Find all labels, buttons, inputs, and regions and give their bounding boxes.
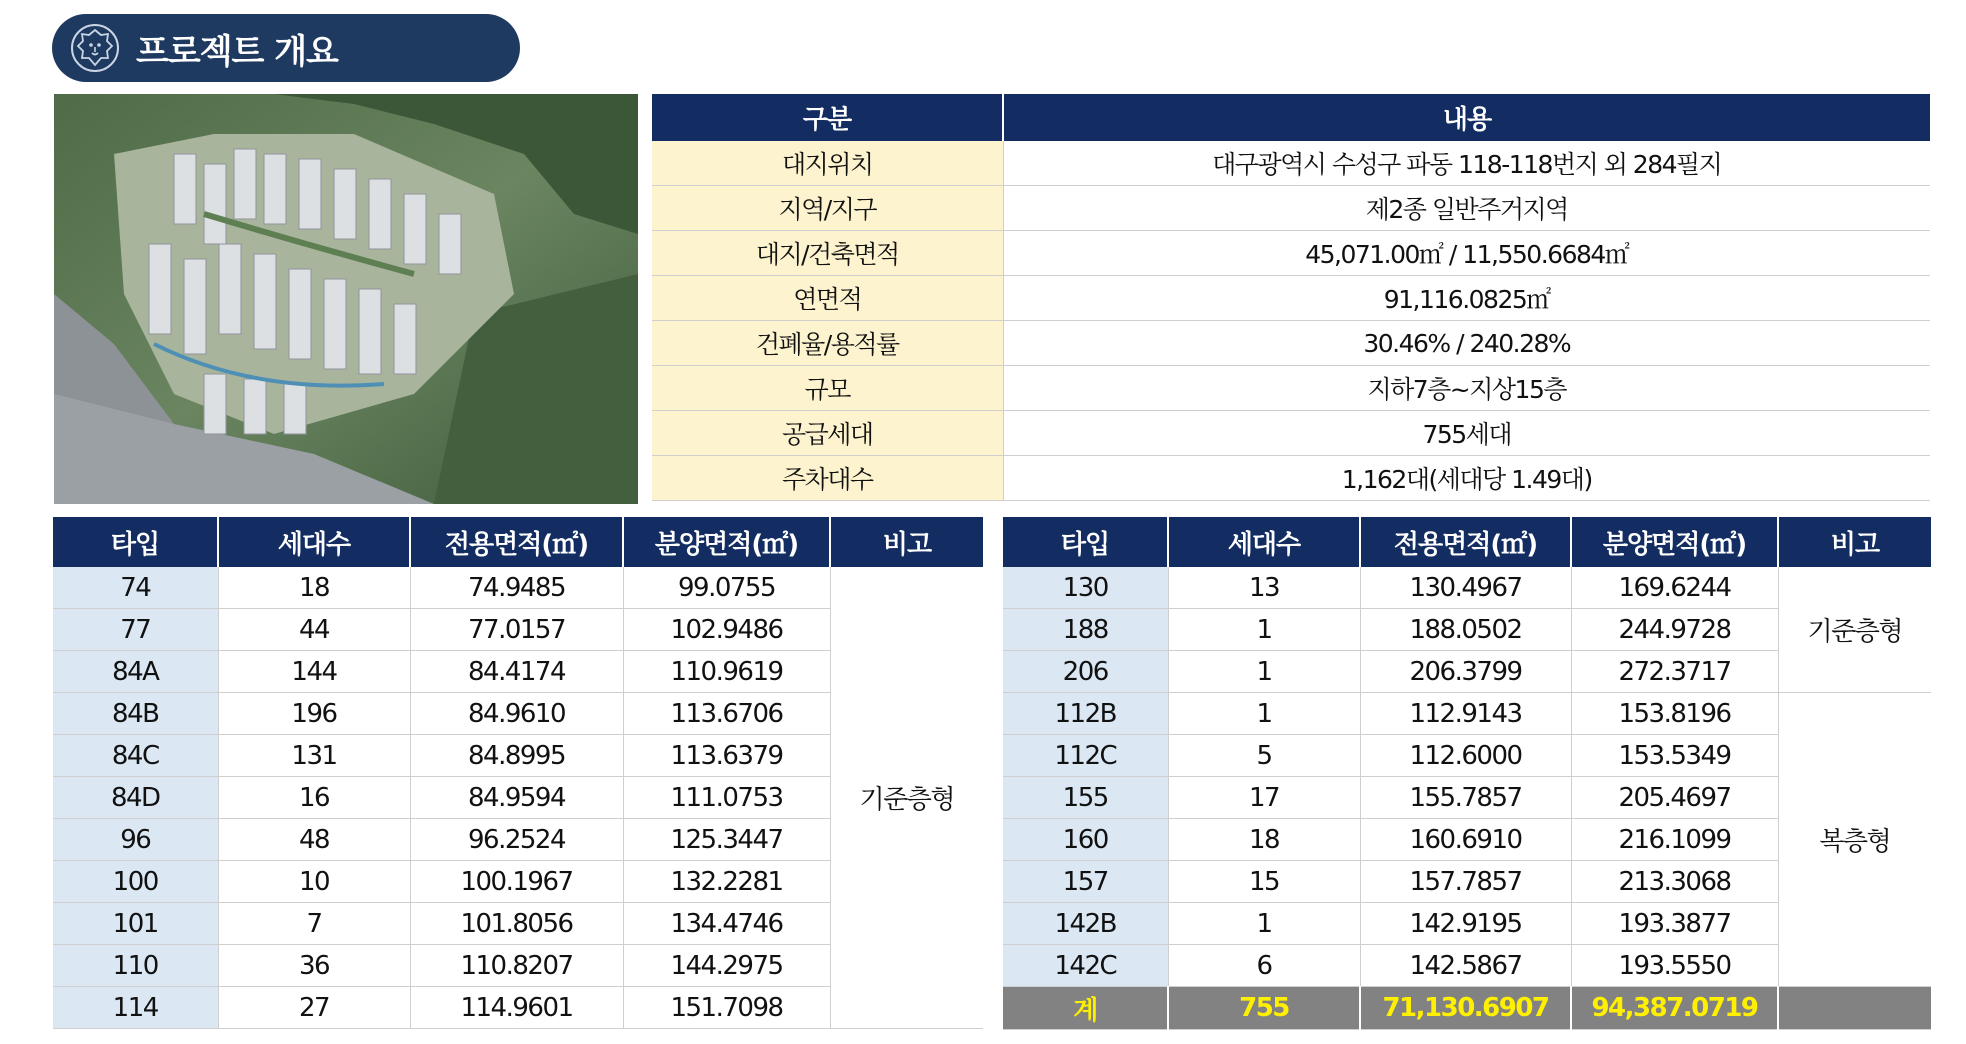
unit-type-table-right [1003,517,1931,1030]
col-header-count: 세대수 [1168,517,1360,567]
exclusive-area-cell: 110.8207 [410,945,623,987]
exclusive-area-cell: 101.8056 [410,903,623,945]
exclusive-area-cell: 114.9601 [410,987,623,1029]
exclusive-area-cell: 112.9143 [1360,693,1571,735]
unit-type-cell: 155 [1003,777,1168,819]
info-label: 대지/건축면적 [652,231,1003,276]
supply-area-cell: 132.2281 [623,861,830,903]
section-title-pill [52,14,520,82]
info-row [652,411,1930,456]
info-head-value: 내용 [1003,94,1930,141]
col-header-exclusive-area: 전용면적(㎡) [1360,517,1571,567]
unit-count-cell: 1 [1168,903,1360,945]
info-head-label: 구분 [652,94,1003,141]
col-header-type: 타입 [53,517,218,567]
unit-count-cell: 10 [218,861,410,903]
info-row [652,141,1930,186]
supply-area-cell: 153.8196 [1571,693,1778,735]
supply-area-cell: 125.3447 [623,819,830,861]
supply-area-cell: 213.3068 [1571,861,1778,903]
unit-header-row [53,517,983,567]
unit-type-cell: 142B [1003,903,1168,945]
supply-area-cell: 111.0753 [623,777,830,819]
supply-area-cell: 153.5349 [1571,735,1778,777]
total-label: 계 [1003,987,1168,1030]
info-label: 건폐율/용적률 [652,321,1003,366]
info-value: 대구광역시 수성구 파동 118-118번지 외 284필지 [1003,141,1930,186]
unit-count-cell: 1 [1168,651,1360,693]
col-header-note: 비고 [830,517,983,567]
supply-area-cell: 272.3717 [1571,651,1778,693]
unit-count-cell: 48 [218,819,410,861]
col-header-note: 비고 [1778,517,1931,567]
exclusive-area-cell: 96.2524 [410,819,623,861]
unit-type-cell: 188 [1003,609,1168,651]
unit-count-cell: 17 [1168,777,1360,819]
table-row [53,567,983,609]
unit-type-cell: 112C [1003,735,1168,777]
unit-type-cell: 160 [1003,819,1168,861]
supply-area-cell: 113.6706 [623,693,830,735]
project-info-table [652,94,1930,501]
aerial-rendering-image [54,94,638,504]
info-label: 지역/지구 [652,186,1003,231]
info-row [652,456,1930,501]
supply-area-cell: 205.4697 [1571,777,1778,819]
exclusive-area-cell: 84.4174 [410,651,623,693]
total-count: 755 [1168,987,1360,1030]
lion-emblem-icon [70,23,120,73]
unit-header-row [1003,517,1931,567]
unit-type-cell: 142C [1003,945,1168,987]
exclusive-area-cell: 160.6910 [1360,819,1571,861]
exclusive-area-cell: 142.9195 [1360,903,1571,945]
info-row [652,231,1930,276]
unit-type-cell: 100 [53,861,218,903]
supply-area-cell: 144.2975 [623,945,830,987]
exclusive-area-cell: 84.9594 [410,777,623,819]
info-label: 대지위치 [652,141,1003,186]
supply-area-cell: 193.5550 [1571,945,1778,987]
exclusive-area-cell: 155.7857 [1360,777,1571,819]
unit-count-cell: 16 [218,777,410,819]
exclusive-area-cell: 206.3799 [1360,651,1571,693]
total-supply-area: 94,387.0719 [1571,987,1778,1030]
info-value: 45,071.00㎡ / 11,550.6684㎡ [1003,231,1930,276]
supply-area-cell: 151.7098 [623,987,830,1029]
note-cell: 복층형 [1778,693,1931,987]
supply-area-cell: 134.4746 [623,903,830,945]
unit-type-cell: 130 [1003,567,1168,609]
supply-area-cell: 216.1099 [1571,819,1778,861]
table-row [1003,693,1931,735]
exclusive-area-cell: 74.9485 [410,567,623,609]
info-row [652,276,1930,321]
unit-count-cell: 6 [1168,945,1360,987]
unit-type-cell: 112B [1003,693,1168,735]
col-header-supply-area: 분양면적(㎡) [1571,517,1778,567]
unit-count-cell: 18 [218,567,410,609]
unit-type-cell: 96 [53,819,218,861]
supply-area-cell: 169.6244 [1571,567,1778,609]
info-label: 연면적 [652,276,1003,321]
unit-count-cell: 13 [1168,567,1360,609]
note-cell: 기준층형 [1778,567,1931,693]
unit-type-cell: 84B [53,693,218,735]
info-value: 91,116.0825㎡ [1003,276,1930,321]
info-label: 주차대수 [652,456,1003,501]
unit-type-cell: 110 [53,945,218,987]
unit-count-cell: 15 [1168,861,1360,903]
supply-area-cell: 99.0755 [623,567,830,609]
info-header-row [652,94,1930,141]
supply-area-cell: 193.3877 [1571,903,1778,945]
unit-type-table-left [53,517,983,1029]
exclusive-area-cell: 84.8995 [410,735,623,777]
total-note-empty [1778,987,1931,1030]
unit-count-cell: 196 [218,693,410,735]
col-header-type: 타입 [1003,517,1168,567]
unit-count-cell: 44 [218,609,410,651]
unit-type-cell: 114 [53,987,218,1029]
unit-count-cell: 1 [1168,609,1360,651]
unit-type-cell: 84C [53,735,218,777]
unit-type-cell: 84A [53,651,218,693]
unit-count-cell: 131 [218,735,410,777]
unit-count-cell: 1 [1168,693,1360,735]
info-label: 규모 [652,366,1003,411]
unit-type-cell: 101 [53,903,218,945]
supply-area-cell: 102.9486 [623,609,830,651]
note-cell: 기준층형 [830,567,983,1029]
col-header-count: 세대수 [218,517,410,567]
exclusive-area-cell: 77.0157 [410,609,623,651]
info-row [652,321,1930,366]
info-value: 제2종 일반주거지역 [1003,186,1930,231]
supply-area-cell: 110.9619 [623,651,830,693]
unit-type-cell: 74 [53,567,218,609]
exclusive-area-cell: 188.0502 [1360,609,1571,651]
unit-type-cell: 206 [1003,651,1168,693]
unit-count-cell: 36 [218,945,410,987]
exclusive-area-cell: 157.7857 [1360,861,1571,903]
info-row [652,186,1930,231]
info-value: 1,162대(세대당 1.49대) [1003,456,1930,501]
total-exclusive-area: 71,130.6907 [1360,987,1571,1030]
info-row [652,366,1930,411]
total-row [1003,987,1931,1030]
unit-count-cell: 144 [218,651,410,693]
unit-count-cell: 5 [1168,735,1360,777]
page-title: 프로젝트 개요 [136,31,338,72]
info-value: 지하7층~지상15층 [1003,366,1930,411]
unit-type-cell: 157 [1003,861,1168,903]
supply-area-cell: 113.6379 [623,735,830,777]
info-label: 공급세대 [652,411,1003,456]
supply-area-cell: 244.9728 [1571,609,1778,651]
exclusive-area-cell: 142.5867 [1360,945,1571,987]
exclusive-area-cell: 130.4967 [1360,567,1571,609]
unit-count-cell: 27 [218,987,410,1029]
exclusive-area-cell: 100.1967 [410,861,623,903]
unit-count-cell: 7 [218,903,410,945]
unit-count-cell: 18 [1168,819,1360,861]
unit-type-cell: 84D [53,777,218,819]
exclusive-area-cell: 112.6000 [1360,735,1571,777]
unit-type-cell: 77 [53,609,218,651]
table-row [1003,567,1931,609]
info-value: 30.46% / 240.28% [1003,321,1930,366]
col-header-exclusive-area: 전용면적(㎡) [410,517,623,567]
exclusive-area-cell: 84.9610 [410,693,623,735]
info-value: 755세대 [1003,411,1930,456]
col-header-supply-area: 분양면적(㎡) [623,517,830,567]
